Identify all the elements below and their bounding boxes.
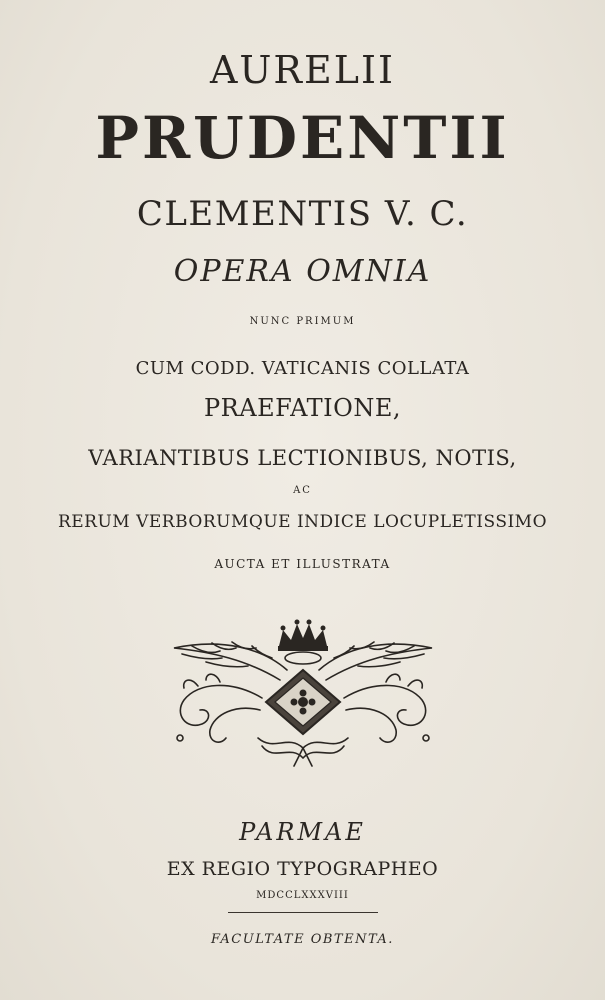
license-note: FACULTATE OBTENTA. bbox=[211, 932, 394, 947]
subtitle-variantibus: VARIANTIBUS LECTIONIBUS, NOTIS, bbox=[88, 446, 517, 470]
crowned-coat-of-arms-icon bbox=[162, 618, 444, 768]
subtitle-praefatione: PRAEFATIONE, bbox=[204, 394, 401, 422]
author-name: PRUDENTII bbox=[95, 104, 510, 172]
work-title: OPERA OMNIA bbox=[173, 254, 432, 289]
author-first-name: AURELII bbox=[209, 48, 396, 92]
subtitle-codices: CUM CODD. VATICANIS COLLATA bbox=[135, 358, 470, 379]
divider-rule bbox=[228, 912, 378, 913]
imprint-place: PARMAE bbox=[239, 818, 366, 846]
subtitle-ac: AC bbox=[293, 485, 312, 496]
author-cognomen: CLEMENTIS V. C. bbox=[136, 194, 469, 234]
subtitle-aucta: AUCTA ET ILLUSTRATA bbox=[214, 557, 391, 571]
subtitle-index: RERUM VERBORUMQUE INDICE LOCUPLETISSIMO bbox=[57, 512, 548, 532]
subtitle-nunc-primum: NUNC PRIMUM bbox=[249, 316, 356, 327]
imprint-printer: EX REGIO TYPOGRAPHEO bbox=[166, 858, 439, 880]
imprint-year: MDCCLXXXVIII bbox=[256, 890, 349, 901]
